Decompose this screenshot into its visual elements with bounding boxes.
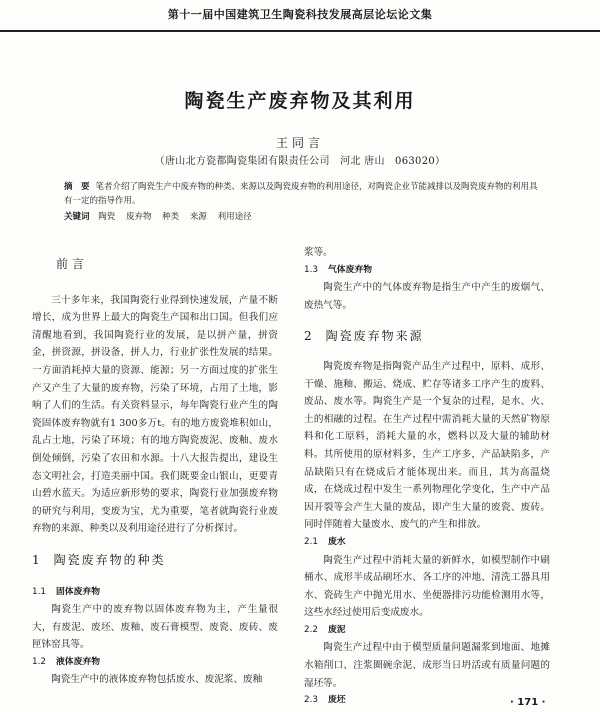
section-1-2-heading — [32, 654, 278, 672]
running-header: 第十一届中国建筑卫生陶瓷科技发展高层论坛论文集 — [0, 0, 600, 32]
keyword: 种类 — [162, 212, 180, 222]
section-1-heading — [32, 552, 278, 570]
author-name: 王同言 — [275, 136, 324, 150]
section-2-heading — [304, 328, 550, 346]
section-2-title: 陶瓷废弃物来源 — [325, 329, 424, 344]
section-1-1-heading — [32, 584, 278, 602]
section-1-2-text: 陶瓷生产中的液体废弃物包括废水、废泥浆、废釉 — [51, 674, 263, 686]
section-2-2-text: 陶瓷生产过程中由于模型质量问题漏浆到地面、地摊水箱削口、注浆圈碗余泥、成形当日坍活或有质量问题的湿坯等。 — [304, 642, 550, 689]
keyword: 利用途径 — [217, 212, 252, 222]
section-2-text: 陶瓷废弃物是指陶瓷产品生产过程中，原料、成形、干燥、施釉、搬运、烧成、贮存等诸多工序产生的废料、废品、废水等。陶瓷生产是一个复杂的过程，是水、火、土的相融的过程。在生产过程中需消耗大量的天然矿物原料和化工原料，消耗大量的水，燃料以及大量的辅助材料。其所使用的原材料多，生产工序多，产品缺陷多，产品缺陷只有在烧成后才能体现出来。而且，其为高温烧成，在烧成过程中发生一系列物理化学变化，生产中产品因开裂等会产生大量的废品，即产生大量的废瓷、废砖。同时伴随着大量废水、废气的产生和排放。 — [304, 360, 550, 531]
section-1-2-title: 液体废弃物 — [56, 656, 100, 667]
section-1-3-title: 气体废弃物 — [328, 264, 372, 275]
section-1-1-title: 固体废弃物 — [56, 586, 100, 597]
section-2-1-title: 废水 — [328, 536, 346, 547]
section-2-3-number: 2.3 — [304, 695, 318, 706]
abstract-label: 摘 要 — [64, 182, 90, 192]
keyword: 陶瓷 — [98, 212, 116, 222]
abstract-block — [64, 180, 542, 224]
keywords-label: 关键词 — [64, 212, 90, 222]
section-2-1-text: 陶瓷生产过程中消耗大量的新鲜水，如模型制作中刷桶水、成形半成品刷坯水、各工序的冲地、清洗工器具用水、瓷砖生产中抛光用水、坐便器排污功能检测用水等，这些水经过使用后变成废水。 — [304, 554, 550, 619]
section-2-2-heading — [304, 622, 550, 640]
abstract — [64, 180, 542, 208]
section-1-1-number: 1.1 — [32, 586, 46, 597]
section-1-3-number: 1.3 — [304, 264, 318, 275]
page-number: · 171 · — [510, 697, 546, 708]
paper-title: 陶瓷生产废弃物及其利用 — [184, 90, 416, 112]
keywords — [64, 210, 542, 224]
section-1-title: 陶瓷废弃物的种类 — [53, 552, 166, 567]
preface-heading: 前言 — [56, 257, 89, 271]
left-column — [32, 244, 278, 689]
section-1-1-text: 陶瓷生产中的废弃物以固体废弃物为主，产生量很大，有废泥、废坯、废釉、废石膏模型、废瓷、废砖、废匣钵窑具等。 — [32, 604, 278, 651]
section-2-3-title: 废坯 — [328, 695, 346, 706]
section-2-2-number: 2.2 — [304, 624, 318, 635]
section-1-3-heading — [304, 262, 550, 280]
section-1-2-number: 1.2 — [32, 656, 46, 667]
abstract-text: 笔者介绍了陶瓷生产中废弃物的种类、来源以及陶瓷废弃物的利用途径，对陶瓷企业节能减排以及陶瓷废弃物的利用具有一定的指导作用。 — [64, 182, 538, 206]
section-2-1-number: 2.1 — [304, 536, 318, 547]
section-1-3-text: 陶瓷生产中的气体废弃物是指生产中产生的废烟气、废热气等。 — [304, 282, 550, 311]
section-2-1-heading — [304, 534, 550, 552]
author-affiliation: （唐山北方瓷都陶瓷集团有限责任公司 河北 唐山 063020） — [154, 156, 446, 167]
continued-text: 浆等。 — [304, 247, 333, 258]
right-column — [304, 244, 550, 710]
preface-paragraph: 三十多年来，我国陶瓷行业得到快速发展，产量不断增长，成为世界上最大的陶瓷生产国和出口国。但我们应清醒地看到，我国陶瓷行业的发展，是以拼产量，拼资金，拼资源，拼设备，拼人力，行业扩张性发展的结果。一方面消耗掉大量的资源、能源；另一方面过度的扩张生产又产生了大量的废弃物，污染了环境，占用了土地，影响了人们的生活。有关资料显示，每年陶瓷行业产生的陶瓷固体废弃物就有1 300多万t。有的地方废瓷堆积如山，乱占土地，污染了环境；有的地方陶瓷废泥、废釉、废水倒处倾倒，污染了农田和水源。十八大报告提出，建设生态文明社会，打造美丽中国。我们既要金山银山，更要青山碧水蓝天。为适应新形势的要求，陶瓷行业加强废弃物的研究与利用，变废为宝，尤为重要，笔者就陶瓷行业废弃物的来源、种类以及利用途径进行了分析探讨。 — [32, 294, 278, 535]
section-2-number: 2 — [304, 329, 314, 344]
keyword: 来源 — [189, 212, 207, 222]
section-1-number: 1 — [32, 552, 42, 567]
keyword: 废弃物 — [125, 212, 152, 222]
section-2-2-title: 废泥 — [328, 624, 346, 635]
